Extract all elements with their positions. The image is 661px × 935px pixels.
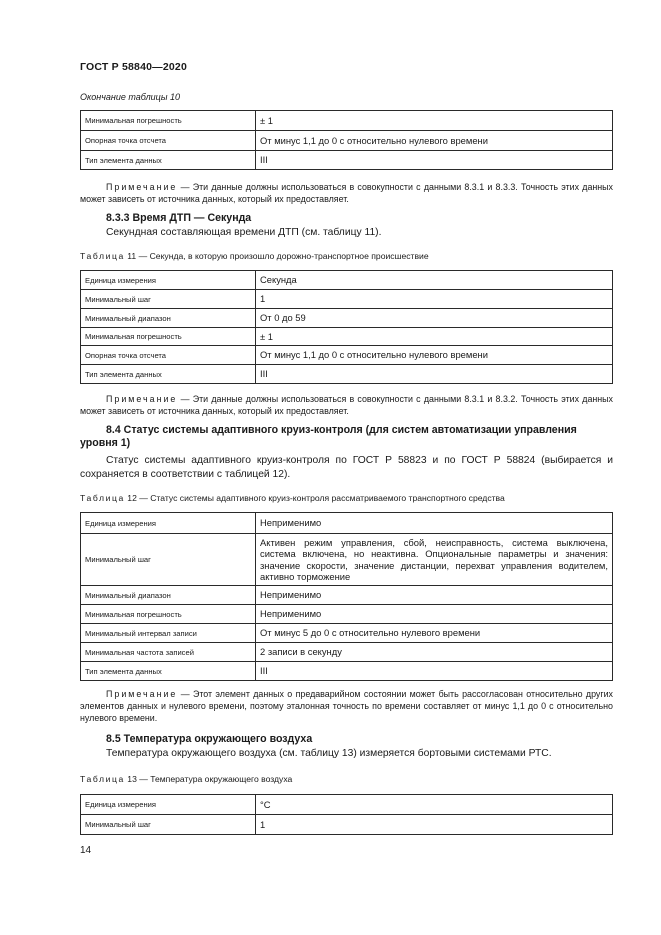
row-label: Тип элемента данных [81, 662, 256, 681]
row-label: Минимальная погрешность [81, 328, 256, 346]
caption-word: Таблица [80, 251, 125, 261]
table-continuation-caption: Окончание таблицы 10 [80, 92, 180, 102]
table-11 [80, 270, 613, 384]
caption-text: 11 — Секунда, в которую произошло дорожно-транспортное происшествие [124, 251, 429, 261]
table-row [81, 624, 613, 643]
table-row [81, 346, 613, 365]
row-value: III [256, 365, 613, 384]
table-row [81, 795, 613, 815]
row-value: От минус 1,1 до 0 с относительно нулевого времени [256, 131, 613, 151]
paragraph-text: Статус системы адаптивного круиз-контроля по ГОСТ Р 58823 и по ГОСТ Р 58824 (выбирается и сохраняется в соответствии с таблицей 12). [80, 455, 613, 480]
row-label: Минимальный интервал записи [81, 624, 256, 643]
row-label: Единица измерения [81, 795, 256, 815]
caption-word: Таблица [80, 493, 125, 503]
table-row [81, 586, 613, 605]
note-text: — Эти данные должны использоваться в совокупности с данными 8.3.1 и 8.3.3. Точность этих данных может зависеть от источника данных, который их предоставляет. [80, 182, 613, 204]
section-8-5-heading: 8.5 Температура окружающего воздуха [106, 733, 313, 745]
row-label: Минимальный шаг [81, 290, 256, 309]
section-8-5-text [80, 747, 613, 761]
row-value: Секунда [256, 271, 613, 290]
caption-text: 13 — Температура окружающего воздуха [124, 774, 293, 784]
table-row [81, 815, 613, 835]
page-number: 14 [80, 845, 92, 856]
row-value: 1 [256, 815, 613, 835]
row-value: От 0 до 59 [256, 309, 613, 328]
row-label: Тип элемента данных [81, 365, 256, 384]
row-label: Минимальная частота записей [81, 643, 256, 662]
note-1 [80, 181, 613, 205]
row-value: Неприменимо [256, 605, 613, 624]
table-row [81, 131, 613, 151]
heading-text: 8.4 Статус системы адаптивного круиз-контроля (для систем автоматизации управления уровня 1) [80, 424, 577, 449]
note-text: — Эти данные должны использоваться в совокупности с данными 8.3.1 и 8.3.2. Точность этих данных может зависеть от источника данных, который их предоставляет. [80, 394, 613, 416]
table-row [81, 290, 613, 309]
table-row [81, 534, 613, 586]
section-8-4-heading [80, 424, 613, 450]
note-lead: Примечание [106, 394, 178, 404]
table-row [81, 605, 613, 624]
row-label: Минимальный диапазон [81, 309, 256, 328]
table-12 [80, 512, 613, 681]
row-label: Минимальная погрешность [81, 111, 256, 131]
section-8-3-3-text [80, 226, 613, 240]
row-value: 2 записи в секунду [256, 643, 613, 662]
row-value: III [256, 662, 613, 681]
row-value: От минус 5 до 0 с относительно нулевого времени [256, 624, 613, 643]
table-13-caption [80, 774, 292, 784]
table-row [81, 111, 613, 131]
table-row [81, 309, 613, 328]
table-11-caption [80, 251, 429, 261]
table-row [81, 328, 613, 346]
note-lead: Примечание [106, 182, 178, 192]
table-10-end [80, 110, 613, 170]
row-label: Единица измерения [81, 271, 256, 290]
row-label: Опорная точка отсчета [81, 346, 256, 365]
table-row [81, 643, 613, 662]
table-13 [80, 794, 613, 835]
row-value: Активен режим управления, сбой, неисправность, система выключена, система включена, но неактивна. Опциональные параметры и значения: значение скорости, значение дистанции, перехват управления водителем, активно торможение [256, 534, 613, 586]
paragraph-text: Секундная составляющая времени ДТП (см. таблицу 11). [106, 227, 382, 238]
section-8-3-3-heading: 8.3.3 Время ДТП — Секунда [106, 212, 252, 224]
row-label: Единица измерения [81, 513, 256, 534]
table-row [81, 662, 613, 681]
row-value: ± 1 [256, 328, 613, 346]
row-value: °C [256, 795, 613, 815]
row-value: Неприменимо [256, 513, 613, 534]
row-value: ± 1 [256, 111, 613, 131]
row-value: 1 [256, 290, 613, 309]
note-3 [80, 688, 613, 724]
row-label: Тип элемента данных [81, 151, 256, 170]
table-row [81, 151, 613, 170]
row-label: Опорная точка отсчета [81, 131, 256, 151]
row-label: Минимальный диапазон [81, 586, 256, 605]
table-12-caption [80, 493, 505, 503]
section-8-4-text [80, 454, 613, 481]
row-value: От минус 1,1 до 0 с относительно нулевого времени [256, 346, 613, 365]
document-header: ГОСТ Р 58840—2020 [80, 61, 188, 73]
row-value: Неприменимо [256, 586, 613, 605]
row-label: Минимальная погрешность [81, 605, 256, 624]
caption-text: 12 — Статус системы адаптивного круиз-контроля рассматриваемого транспортного средства [124, 493, 505, 503]
table-row [81, 271, 613, 290]
note-2 [80, 393, 613, 417]
row-label: Минимальный шаг [81, 815, 256, 835]
note-text: — Этот элемент данных о предаварийном состоянии может быть рассогласован относительно других элементов данных и нулевого времени, поэтому эталонная точность по времени составляет от минус 1,1 до 0 с относительно нулевого времени. [80, 689, 613, 723]
paragraph-text: Температура окружающего воздуха (см. таблицу 13) измеряется бортовыми системами РТС. [106, 748, 552, 759]
table-row [81, 365, 613, 384]
table-row [81, 513, 613, 534]
row-label: Минимальный шаг [81, 534, 256, 586]
caption-word: Таблица [80, 774, 125, 784]
row-value: III [256, 151, 613, 170]
note-lead: Примечание [106, 689, 178, 699]
